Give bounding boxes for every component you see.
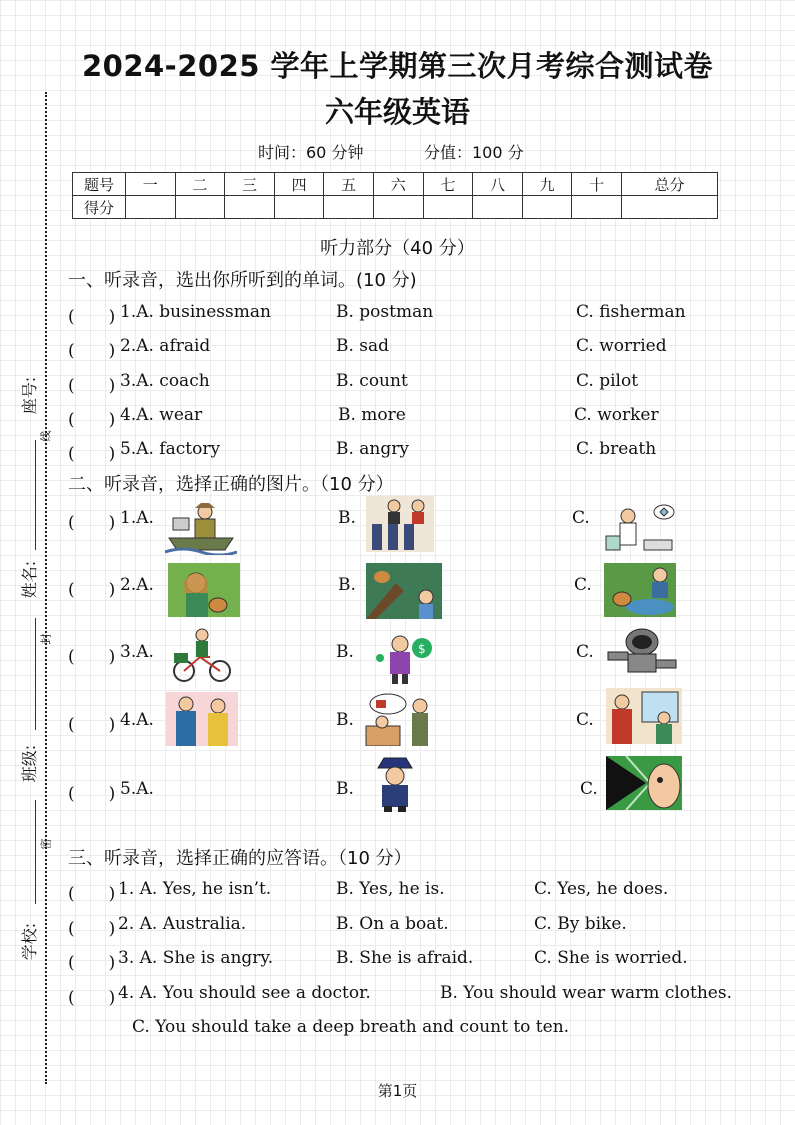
girl-with-cat-picture[interactable] <box>168 563 240 617</box>
s2-q3-label-b: B. <box>336 642 354 662</box>
s1-q5-option-b: B. angry <box>336 439 409 459</box>
answer-blank[interactable]: ( ) <box>68 444 116 464</box>
s2-q4-label-c: C. <box>576 710 594 730</box>
s2-q1-label-b: B. <box>338 508 356 528</box>
score-cell: 七 <box>423 173 473 196</box>
student-name-label: 姓名: <box>20 560 40 599</box>
score-cell: 二 <box>175 173 225 196</box>
s2-q2-label-b: B. <box>338 575 356 595</box>
factory-workers-picture[interactable] <box>366 496 434 552</box>
s3-q2-option-a: 2. A. Australia. <box>118 914 247 934</box>
s1-q1-option-c: C. fisherman <box>576 302 686 322</box>
s1-q3-option-a: 3.A. coach <box>120 371 210 391</box>
fisherman-boat-picture[interactable] <box>165 500 237 555</box>
scientist-picture[interactable] <box>604 500 676 555</box>
s1-q1-option-a: 1.A. businessman <box>120 302 271 322</box>
two-people-talking-picture[interactable] <box>166 692 238 746</box>
score-input-cell[interactable] <box>473 196 523 219</box>
score-table-score-row <box>73 196 718 219</box>
s3-q2-option-b: B. On a boat. <box>336 914 449 934</box>
binding-mark-xian: 线 <box>39 430 53 442</box>
score-input-cell[interactable] <box>126 196 176 219</box>
s3-q3-option-c: C. She is worried. <box>534 948 688 968</box>
s3-q3-option-b: B. She is afraid. <box>336 948 474 968</box>
postman-bicycle-picture[interactable] <box>170 627 234 683</box>
student-name-field[interactable] <box>35 618 36 730</box>
score-input-cell[interactable] <box>572 196 622 219</box>
businessman-money-picture[interactable] <box>372 632 434 684</box>
s3-q3-option-a: 3. A. She is angry. <box>118 948 274 968</box>
score-table <box>72 172 718 219</box>
answer-blank[interactable]: ( ) <box>68 410 116 430</box>
s2-q4-label-a: 4.A. <box>120 710 154 730</box>
s2-q3-label-a: 3.A. <box>120 642 154 662</box>
score-cell: 四 <box>274 173 324 196</box>
score-cell: 三 <box>225 173 275 196</box>
s2-q2-label-a: 2.A. <box>120 575 154 595</box>
score-cell: 九 <box>522 173 572 196</box>
s3-q4-option-a: 4. A. You should see a doctor. <box>118 983 371 1003</box>
binding-dotted-line <box>45 92 47 1084</box>
s1-q2-option-c: C. worried <box>576 336 667 356</box>
s1-q4-option-a: 4.A. wear <box>120 405 203 425</box>
score-input-cell[interactable] <box>423 196 473 219</box>
police-officer-picture[interactable] <box>370 756 420 812</box>
exam-score: 分值：100 分 <box>424 143 524 162</box>
s1-q3-option-c: C. pilot <box>576 371 639 391</box>
s1-q5-option-c: C. breath <box>576 439 657 459</box>
page-number: 第1页 <box>377 1082 418 1100</box>
binding-mark-mi: 密 <box>39 838 53 850</box>
answer-blank[interactable]: ( ) <box>68 513 116 533</box>
s1-q5-option-a: 5.A. factory <box>120 439 221 459</box>
girl-and-cat-pond-picture[interactable] <box>604 563 676 617</box>
s1-q4-option-b: B. more <box>338 405 406 425</box>
score-input-cell[interactable] <box>621 196 717 219</box>
answer-blank[interactable]: ( ) <box>68 919 116 939</box>
score-input-cell[interactable] <box>324 196 374 219</box>
score-input-cell[interactable] <box>274 196 324 219</box>
s3-q4-option-b: B. You should wear warm clothes. <box>440 983 732 1003</box>
answer-blank[interactable]: ( ) <box>68 715 116 735</box>
s1-q4-option-c: C. worker <box>574 405 659 425</box>
s1-q3-option-b: B. count <box>336 371 408 391</box>
score-cell: 八 <box>473 173 523 196</box>
s2-q5-label-b: B. <box>336 779 354 799</box>
s2-q1-label-a: 1.A. <box>120 508 154 528</box>
section3-title: 三、听录音，选择正确的应答语。（10 分） <box>68 848 412 869</box>
svg-text:$: $ <box>418 642 426 656</box>
s3-q2-option-c: C. By bike. <box>534 914 627 934</box>
s1-q2-option-a: 2.A. afraid <box>120 336 211 356</box>
section2-title: 二、听录音，选择正确的图片。（10 分） <box>68 474 394 495</box>
s2-q3-label-c: C. <box>576 642 594 662</box>
school-label: 学校: <box>20 922 40 961</box>
answer-blank[interactable]: ( ) <box>68 341 116 361</box>
answer-blank[interactable]: ( ) <box>68 953 116 973</box>
s2-q5-label-a: 5.A. <box>120 779 154 799</box>
listening-header: 听力部分（40 分） <box>320 238 475 259</box>
astronaut-picture[interactable] <box>606 626 678 678</box>
s1-q1-option-b: B. postman <box>336 302 434 322</box>
score-cell: 一 <box>126 173 176 196</box>
score-cell: 得分 <box>73 196 126 219</box>
class-label: 班级: <box>20 744 40 783</box>
score-cell: 总分 <box>621 173 717 196</box>
s3-q1-option-b: B. Yes, he is. <box>336 879 445 899</box>
s2-q2-label-c: C. <box>574 575 592 595</box>
score-table-header-row <box>73 173 718 196</box>
score-cell: 五 <box>324 173 374 196</box>
score-cell: 六 <box>373 173 423 196</box>
teacher-student-picture[interactable] <box>362 692 434 746</box>
s2-q4-label-b: B. <box>336 710 354 730</box>
binding-mark-feng: 封 <box>39 633 53 645</box>
score-input-cell[interactable] <box>522 196 572 219</box>
score-input-cell[interactable] <box>175 196 225 219</box>
page-title: 2024-2025 学年上学期第三次月考综合测试卷 <box>81 49 714 83</box>
class-field[interactable] <box>35 800 36 904</box>
window-scene-picture[interactable] <box>606 688 682 744</box>
score-cell: 十 <box>572 173 622 196</box>
answer-blank[interactable]: ( ) <box>68 884 116 904</box>
answer-blank[interactable]: ( ) <box>68 307 116 327</box>
score-input-cell[interactable] <box>225 196 275 219</box>
section1-title: 一、听录音，选出你所听到的单词。(10 分) <box>68 270 417 291</box>
seat-number-field[interactable] <box>35 440 36 550</box>
s1-q2-option-b: B. sad <box>336 336 390 356</box>
exam-time: 时间：60 分钟 <box>258 143 364 162</box>
s2-q5-label-c: C. <box>580 779 598 799</box>
score-cell: 题号 <box>73 173 126 196</box>
answer-blank[interactable]: ( ) <box>68 784 116 804</box>
seat-number-label: 座号: <box>20 376 40 415</box>
s3-q1-option-c: C. Yes, he does. <box>534 879 669 899</box>
score-input-cell[interactable] <box>373 196 423 219</box>
answer-blank[interactable]: ( ) <box>68 580 116 600</box>
s2-q1-label-c: C. <box>572 508 590 528</box>
answer-blank[interactable]: ( ) <box>68 376 116 396</box>
close-up-worried-face-picture[interactable] <box>606 756 682 810</box>
s3-q1-option-a: 1. A. Yes, he isn’t. <box>118 879 272 899</box>
answer-blank[interactable]: ( ) <box>68 988 116 1008</box>
s3-q4-option-c: C. You should take a deep breath and count to ten. <box>132 1017 570 1037</box>
cat-in-tree-picture[interactable] <box>366 563 442 619</box>
answer-blank[interactable]: ( ) <box>68 647 116 667</box>
page-subtitle: 六年级英语 <box>324 95 470 129</box>
